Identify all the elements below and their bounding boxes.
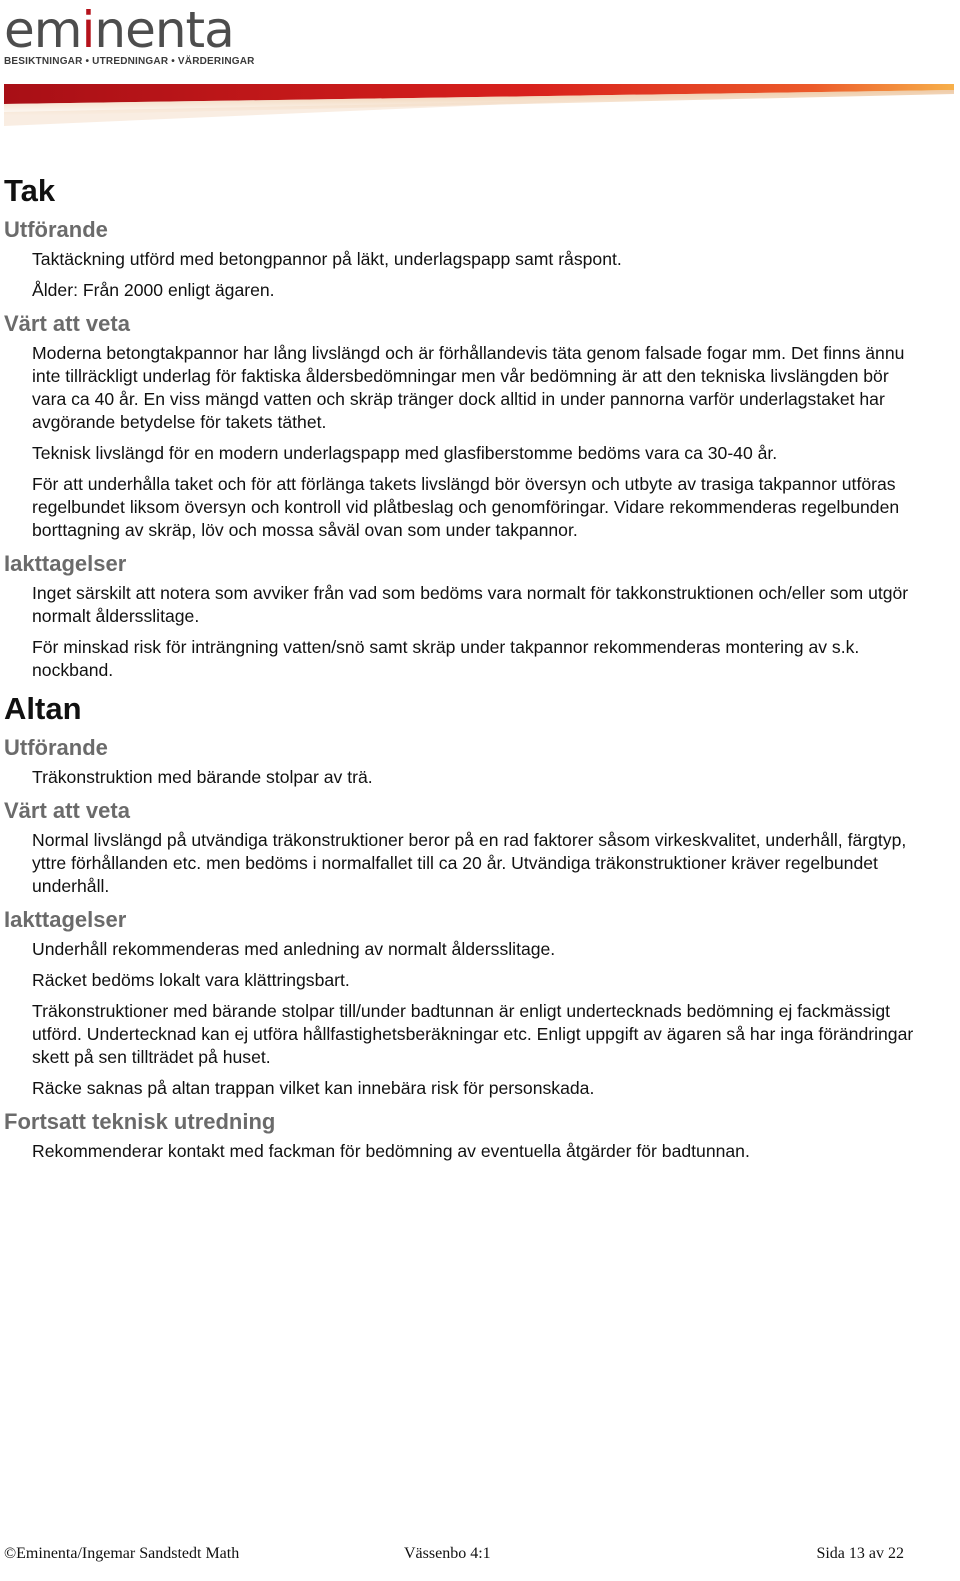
- body-paragraph: Inget särskilt att notera som avviker från vad som bedöms vara normalt för takkonstruktionen och/eller som utgör normalt åldersslitage.: [32, 583, 909, 626]
- header-decorative-band: [4, 82, 954, 128]
- document-body: [4, 168, 924, 1171]
- body-paragraph: Normal livslängd på utvändiga träkonstruktioner beror på en rad faktorer såsom virkeskvalitet, underhåll, färgtyp, yttre förhållanden etc. men bedöms i normalfallet till ca 20 år. Utvändiga träkonstruktioner kräver regelbundet underhåll.: [32, 830, 907, 896]
- subsection-heading: Utförande: [4, 217, 108, 242]
- subsection-heading: Värt att veta: [4, 798, 130, 823]
- subsection-heading: Fortsatt teknisk utredning: [4, 1109, 276, 1134]
- company-logo: [4, 2, 255, 67]
- page-footer: [4, 1545, 904, 1567]
- subsection-heading: Iakttagelser: [4, 551, 127, 576]
- footer-property: Vässenbo 4:1: [404, 1545, 491, 1562]
- subsection-heading: Utförande: [4, 735, 108, 760]
- logo-wordmark: eminenta: [4, 1, 234, 59]
- section-title: Altan: [4, 691, 82, 726]
- body-paragraph: Taktäckning utförd med betongpannor på läkt, underlagspapp samt råspont.: [32, 249, 622, 269]
- body-paragraph: Rekommenderar kontakt med fackman för bedömning av eventuella åtgärder för badtunnan.: [32, 1141, 750, 1161]
- body-paragraph: Moderna betongtakpannor har lång livslängd och är förhållandevis täta genom falsade fogar mm. Det finns ännu inte tillräckligt underlag för faktiska åldersbedömningar men vår bedömning är att den tekniska livslängden bör vara ca 40 år. En viss mängd vatten och skräp tränger dock alltid in under pannorna varför underlagstaket har avgörande betydelse för takets täthet.: [32, 343, 905, 432]
- body-paragraph: Räcket bedöms lokalt vara klättringsbart.: [32, 970, 350, 990]
- body-paragraph: För att underhålla taket och för att förlänga takets livslängd bör översyn och utbyte av trasiga takpannor utföras regelbundet liksom översyn och kontroll vid plåtbeslag och genomföringar. Vidare rekommenderas regelbunden borttagning av skräp, löv och mossa såväl ovan som under takpannor.: [32, 474, 900, 540]
- section-title: Tak: [4, 173, 56, 208]
- footer-page-number: Sida 13 av 22: [816, 1545, 904, 1562]
- body-paragraph: Underhåll rekommenderas med anledning av normalt åldersslitage.: [32, 939, 556, 959]
- logo-tagline: BESIKTNINGAR • UTREDNINGAR • VÄRDERINGAR: [4, 56, 255, 67]
- subsection-heading: Värt att veta: [4, 311, 130, 336]
- footer-copyright: ©Eminenta/Ingemar Sandstedt Math: [4, 1545, 240, 1562]
- subsection-heading: Iakttagelser: [4, 907, 127, 932]
- body-paragraph: Träkonstruktioner med bärande stolpar till/under badtunnan är enligt undertecknads bedömning ej fackmässigt utförd. Undertecknad kan ej utföra hållfastighetsberäkningar etc. Enligt uppgift av ägaren så har inga förändringar skett på sen tillträdet på huset.: [32, 1001, 914, 1067]
- body-paragraph: För minskad risk för inträngning vatten/snö samt skräp under takpannor rekommenderas montering av s.k. nockband.: [32, 637, 860, 680]
- body-paragraph: Räcke saknas på altan trappan vilket kan innebära risk för personskada.: [32, 1078, 595, 1098]
- body-paragraph: Teknisk livslängd för en modern underlagspapp med glasfiberstomme bedöms vara ca 30-40 år.: [32, 443, 778, 463]
- body-paragraph: Ålder: Från 2000 enligt ägaren.: [32, 280, 275, 300]
- body-paragraph: Träkonstruktion med bärande stolpar av trä.: [32, 767, 373, 787]
